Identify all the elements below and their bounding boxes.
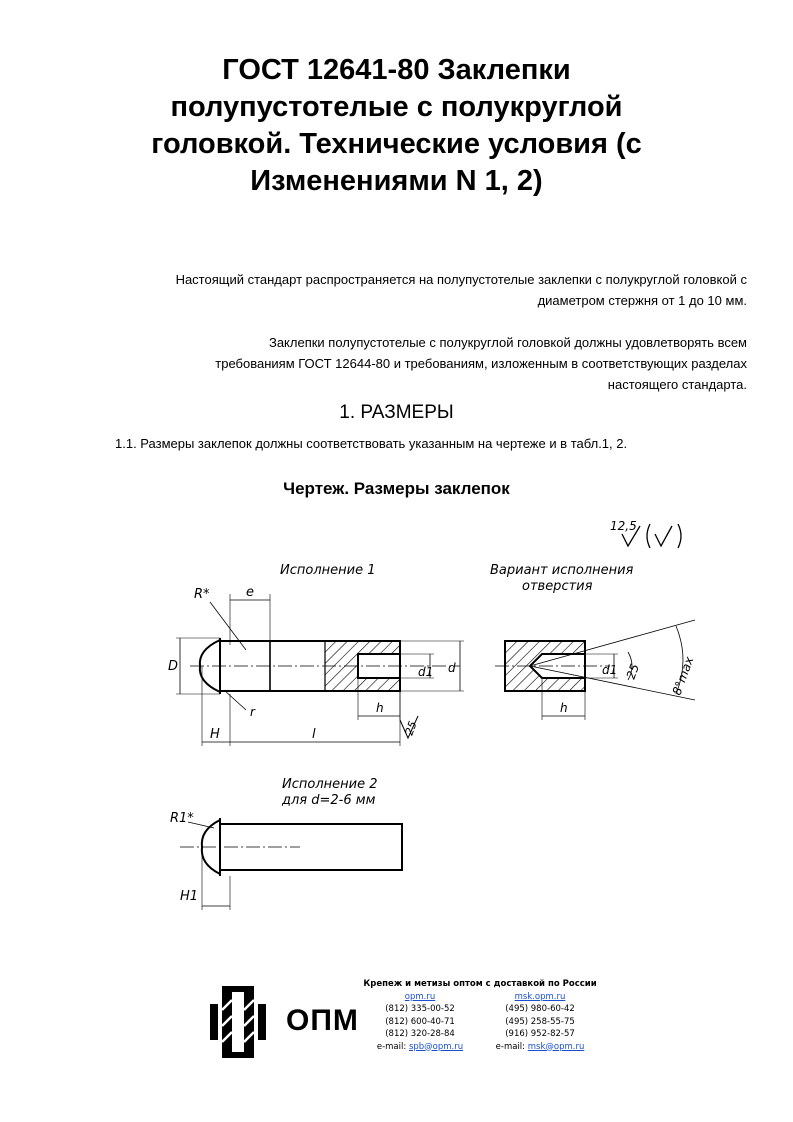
rivet-version-1 [168, 585, 464, 746]
phone-msk-1: (495) 980-60-42 [505, 1004, 575, 1014]
variant-label-1: Вариант исполнения [490, 563, 634, 578]
email-spb-link[interactable]: spb@opm.ru [408, 1041, 464, 1052]
email-msk-link[interactable]: msk@opm.ru [527, 1041, 585, 1052]
rivet-technical-drawing [150, 510, 710, 920]
opm-logo-icon [204, 982, 274, 1062]
variant-dim-h: h [560, 701, 568, 715]
intro-p1-line2: диаметром стержня от 1 до 10 мм. [537, 293, 747, 308]
dim-d1: d1 [418, 665, 434, 679]
title-line-3: головкой. Технические условия (с [151, 128, 642, 160]
intro-p2-line1: Заклепки полупустотелые с полукруглой головкой должны удовлетворять всем [268, 335, 747, 350]
dim-e: e [246, 585, 254, 600]
section-paragraph: 1.1. Размеры заклепок должны соответствовать указанным на чертеже и в табл.1, 2. [115, 436, 628, 451]
roughness-value: 12,5 [610, 519, 637, 533]
roughness-symbol [610, 519, 681, 548]
variant-dim-d1: d1 [602, 663, 618, 677]
phone-msk-2: (495) 258-55-75 [505, 1016, 575, 1027]
version2-label-1: Исполнение 2 [282, 777, 378, 792]
document-title [100, 52, 693, 200]
email-label-msk: e-mail: [495, 1041, 526, 1052]
tagline: Крепеж и метизы оптом с доставкой по России [363, 979, 597, 989]
intro-p2-line3: настоящего стандарта. [607, 377, 747, 392]
dim-d: d [448, 661, 456, 675]
title-line-4: Изменениями N 1, 2) [250, 165, 543, 197]
site-msk-link[interactable]: msk.opm.ru [514, 991, 566, 1002]
version2-label-2: для d=2-6 мм [282, 793, 376, 808]
intro-p1-line1: Настоящий стандарт распространяется на полупустотелые заклепки с полукруглой головкой с [175, 272, 747, 287]
version1-label: Исполнение 1 [280, 563, 376, 578]
brand-name: ОПМ [286, 1004, 359, 1037]
email-label-spb: e-mail: [376, 1041, 407, 1052]
site-spb-link[interactable]: opm.ru [404, 991, 436, 1002]
intro-paragraph-1 [87, 269, 747, 311]
phone-msk-3: (916) 952-82-57 [505, 1029, 575, 1039]
hole-variant [495, 620, 697, 720]
dim-D: D [168, 659, 179, 674]
dim-R: R* [194, 587, 210, 602]
section-heading: 1. РАЗМЕРЫ [339, 402, 454, 423]
variant-dim-8max: 8°max [669, 654, 697, 698]
dim-l: l [312, 727, 316, 742]
title-line-1: ГОСТ 12641-80 Заклепки [222, 54, 571, 86]
dim-r: r [250, 705, 255, 719]
footer [200, 978, 620, 1068]
title-line-2: полупустотелые с полукруглой [170, 91, 623, 123]
dim-h: h [376, 701, 384, 715]
dim-H: H [210, 727, 220, 742]
phone-spb-1: (812) 335-00-52 [385, 1004, 455, 1014]
phone-spb-3: (812) 320-28-84 [385, 1029, 455, 1039]
rivet-version-2 [170, 811, 402, 910]
variant-dim-25: 25 [623, 661, 643, 682]
variant-label-2: отверстия [522, 579, 593, 594]
roughness-25: 25 [402, 719, 420, 738]
figure-title: Чертеж. Размеры заклепок [283, 479, 510, 498]
phone-spb-2: (812) 600-40-71 [385, 1016, 455, 1027]
dim-R1: R1* [170, 811, 194, 826]
intro-p2-line2: требованиям ГОСТ 12644-80 и требованиям, изложенным в соответствующих разделах [215, 356, 747, 371]
intro-paragraph-2 [87, 332, 747, 395]
contact-block [360, 978, 600, 1053]
dim-H1: H1 [180, 889, 199, 904]
